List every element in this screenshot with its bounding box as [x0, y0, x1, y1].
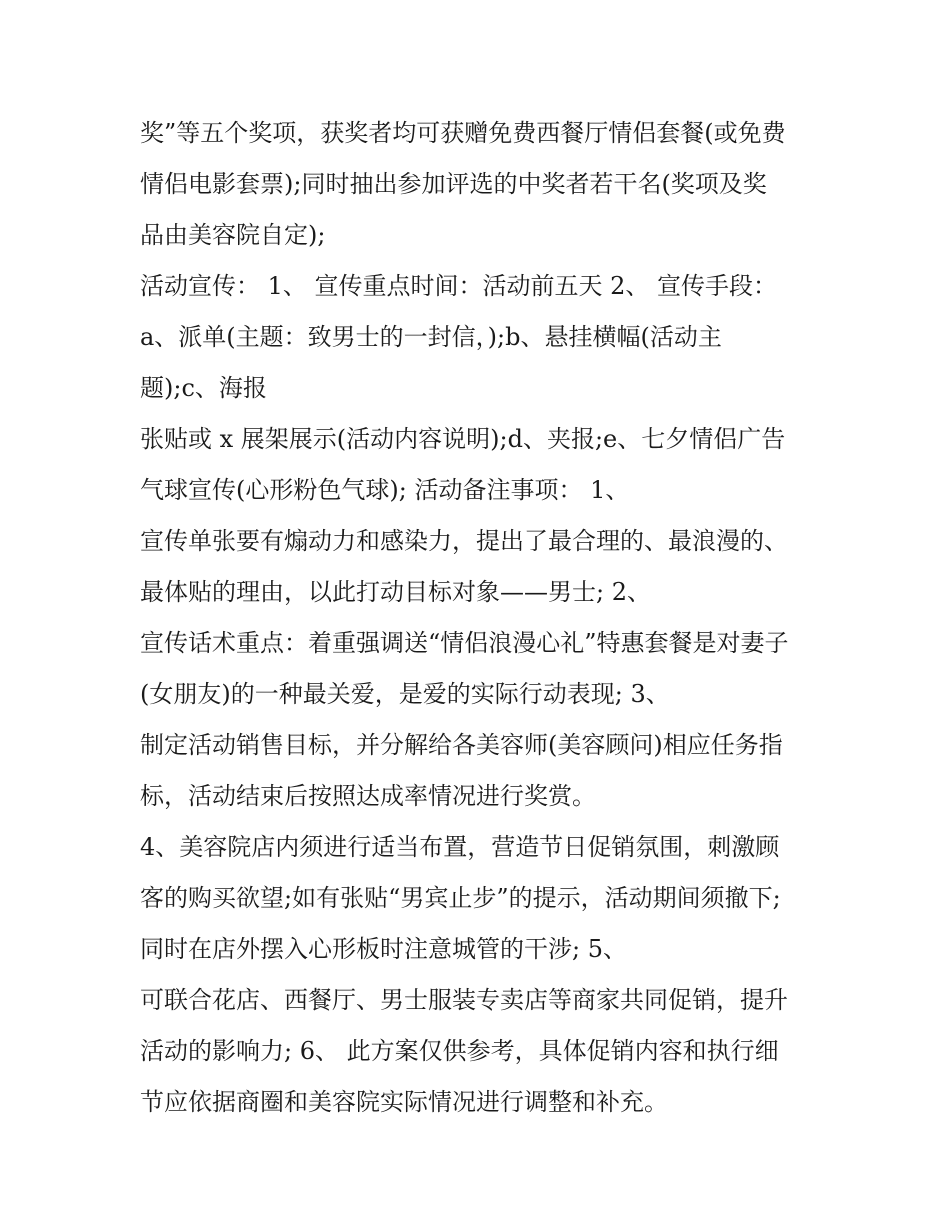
- text-line: 制定活动销售目标，并分解给各美容师(美容顾问)相应任务指: [140, 731, 783, 759]
- text-line: 品由美容院自定);: [140, 221, 326, 249]
- text-line: 宣传单张要有煽动力和感染力，提出了最合理的、最浪漫的、: [140, 527, 788, 555]
- text-line: 活动的影响力; 6、 此方案仅供参考，具体促销内容和执行细: [140, 1037, 779, 1065]
- text-line: 张贴或 x 展架展示(活动内容说明);d、夹报;e、七夕情侣广告: [140, 425, 786, 453]
- text-line: 气球宣传(心形粉色气球); 活动备注事项： 1、: [140, 476, 630, 504]
- text-line: (女朋友)的一种最关爱，是爱的实际行动表现; 3、: [140, 680, 670, 708]
- text-line: 客的购买欲望;如有张贴“男宾止步”的提示，活动期间须撤下;: [140, 884, 781, 912]
- text-line: 宣传话术重点：着重强调送“情侣浪漫心礼”特惠套餐是对妻子: [140, 629, 789, 657]
- text-line: 活动宣传： 1、 宣传重点时间：活动前五天 2、 宣传手段：: [140, 272, 778, 300]
- text-line: 最体贴的理由，以此打动目标对象——男士; 2、: [140, 578, 651, 606]
- text-line: 情侣电影套票);同时抽出参加评选的中奖者若干名(奖项及奖: [140, 170, 767, 198]
- text-line: 可联合花店、西餐厅、男士服装专卖店等商家共同促销，提升: [140, 986, 788, 1014]
- text-line: 4、美容院店内须进行适当布置，营造节日促销氛围，刺激顾: [140, 833, 780, 861]
- text-line: 同时在店外摆入心形板时注意城管的干涉; 5、: [140, 935, 627, 963]
- body-text: [140, 108, 840, 1128]
- text-line: 奖”等五个奖项，获奖者均可获赠免费西餐厅情侣套餐(或免费: [140, 119, 786, 147]
- text-line: 题);c、海报: [140, 374, 267, 402]
- text-line: a、派单(主题：致男士的一封信，);b、悬挂横幅(活动主: [140, 323, 722, 351]
- text-line: 节应依据商圈和美容院实际情况进行调整和补充。: [140, 1088, 668, 1116]
- text-line: 标，活动结束后按照达成率情况进行奖赏。: [140, 782, 596, 810]
